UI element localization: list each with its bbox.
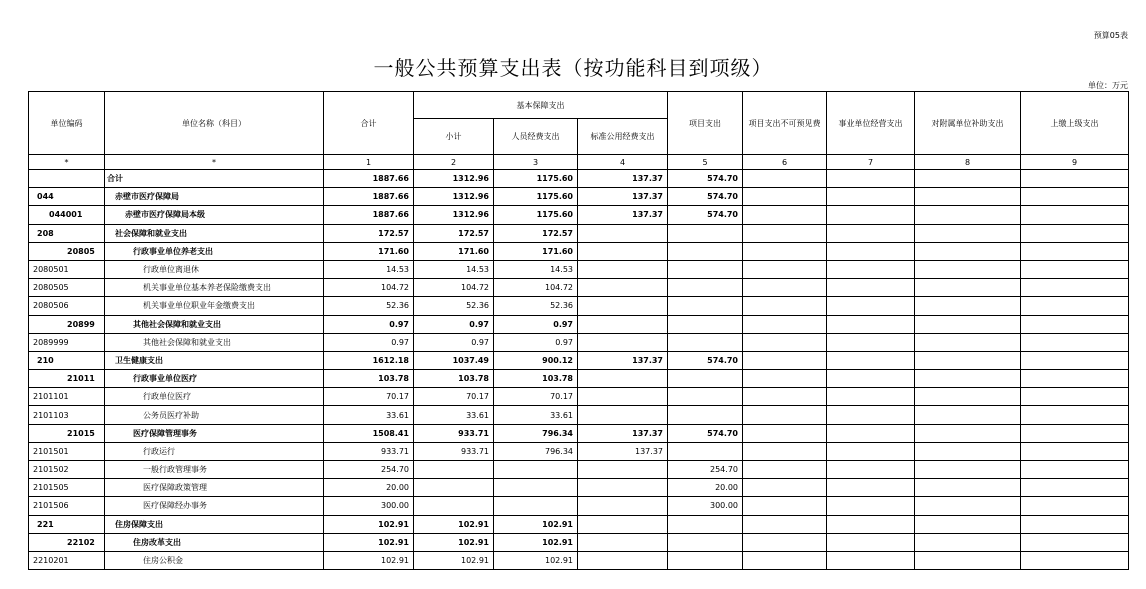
header-project: 项目支出 (668, 92, 743, 155)
cell-name: 行政事业单位养老支出 (105, 242, 324, 260)
cell-subtotal: 103.78 (414, 370, 494, 388)
cell-project (668, 333, 743, 351)
cell-total: 1612.18 (324, 351, 414, 369)
cell-standard: 137.37 (578, 206, 668, 224)
table-row (29, 242, 1129, 260)
document-id: 预算05表 (1093, 31, 1128, 40)
cell-empty (915, 406, 1021, 424)
cell-empty (827, 442, 915, 460)
cell-standard (578, 479, 668, 497)
cell-name: 卫生健康支出 (105, 351, 324, 369)
cell-code: 210 (29, 351, 105, 369)
cell-empty (827, 424, 915, 442)
cell-code: 2101501 (29, 442, 105, 460)
cell-empty (915, 188, 1021, 206)
index-cell: 5 (668, 155, 743, 170)
cell-standard (578, 461, 668, 479)
cell-name: 合计 (105, 170, 324, 188)
cell-empty (827, 370, 915, 388)
table-row (29, 533, 1129, 551)
cell-project (668, 260, 743, 278)
cell-subtotal: 70.17 (414, 388, 494, 406)
table-row (29, 461, 1129, 479)
cell-standard: 137.37 (578, 351, 668, 369)
cell-total: 254.70 (324, 461, 414, 479)
cell-empty (1021, 351, 1129, 369)
cell-empty (743, 170, 827, 188)
cell-name: 医疗保障管理事务 (105, 424, 324, 442)
page-title: 一般公共预算支出表（按功能科目到项级） (373, 56, 773, 80)
cell-empty (743, 315, 827, 333)
cell-code: 2080506 (29, 297, 105, 315)
cell-empty (827, 497, 915, 515)
table-row (29, 224, 1129, 242)
cell-code: 2101101 (29, 388, 105, 406)
cell-total: 103.78 (324, 370, 414, 388)
table-row (29, 551, 1129, 569)
cell-name: 机关事业单位基本养老保险缴费支出 (105, 279, 324, 297)
cell-name: 住房保障支出 (105, 515, 324, 533)
cell-empty (915, 279, 1021, 297)
cell-total: 102.91 (324, 533, 414, 551)
cell-empty (915, 170, 1021, 188)
cell-empty (915, 442, 1021, 460)
cell-empty (743, 551, 827, 569)
header-unit-code: 单位编码 (29, 92, 105, 155)
cell-project: 574.70 (668, 188, 743, 206)
cell-project (668, 279, 743, 297)
header-subsidy: 对附属单位补助支出 (915, 92, 1021, 155)
cell-subtotal: 1312.96 (414, 188, 494, 206)
cell-standard (578, 551, 668, 569)
cell-project: 254.70 (668, 461, 743, 479)
cell-empty (1021, 406, 1129, 424)
cell-name: 赤壁市医疗保障局 (105, 188, 324, 206)
cell-personnel: 14.53 (494, 260, 578, 278)
table-row (29, 206, 1129, 224)
cell-code: 2101505 (29, 479, 105, 497)
cell-empty (915, 551, 1021, 569)
cell-total: 171.60 (324, 242, 414, 260)
cell-total: 1887.66 (324, 188, 414, 206)
table-row (29, 442, 1129, 460)
cell-project: 574.70 (668, 170, 743, 188)
cell-empty (915, 424, 1021, 442)
cell-empty (915, 333, 1021, 351)
cell-code: 208 (29, 224, 105, 242)
cell-empty (915, 461, 1021, 479)
cell-code: 20899 (29, 315, 105, 333)
cell-empty (743, 442, 827, 460)
index-cell: 4 (578, 155, 668, 170)
cell-empty (743, 370, 827, 388)
cell-project: 574.70 (668, 424, 743, 442)
cell-personnel: 172.57 (494, 224, 578, 242)
table-row (29, 351, 1129, 369)
cell-project (668, 406, 743, 424)
cell-total: 14.53 (324, 260, 414, 278)
index-cell: * (105, 155, 324, 170)
cell-standard (578, 533, 668, 551)
cell-empty (1021, 279, 1129, 297)
unit-label: 单位：万元 (1088, 81, 1128, 90)
cell-total: 20.00 (324, 479, 414, 497)
cell-empty (1021, 424, 1129, 442)
cell-code: 2101506 (29, 497, 105, 515)
cell-name: 其他社会保障和就业支出 (105, 315, 324, 333)
cell-total: 1508.41 (324, 424, 414, 442)
cell-empty (743, 515, 827, 533)
cell-code: 2101502 (29, 461, 105, 479)
cell-code: 2080505 (29, 279, 105, 297)
cell-standard (578, 406, 668, 424)
table-row (29, 479, 1129, 497)
cell-subtotal (414, 497, 494, 515)
cell-total: 70.17 (324, 388, 414, 406)
table-row (29, 279, 1129, 297)
cell-empty (1021, 297, 1129, 315)
cell-empty (915, 370, 1021, 388)
cell-subtotal: 933.71 (414, 442, 494, 460)
cell-empty (827, 333, 915, 351)
cell-project (668, 242, 743, 260)
cell-subtotal: 0.97 (414, 315, 494, 333)
cell-subtotal: 1037.49 (414, 351, 494, 369)
cell-project: 20.00 (668, 479, 743, 497)
index-cell: 2 (414, 155, 494, 170)
cell-empty (827, 297, 915, 315)
cell-empty (743, 406, 827, 424)
cell-subtotal: 172.57 (414, 224, 494, 242)
cell-empty (743, 279, 827, 297)
cell-subtotal: 102.91 (414, 533, 494, 551)
cell-subtotal: 0.97 (414, 333, 494, 351)
cell-code: 20805 (29, 242, 105, 260)
cell-empty (827, 279, 915, 297)
cell-empty (915, 297, 1021, 315)
cell-empty (915, 315, 1021, 333)
cell-standard (578, 224, 668, 242)
cell-total: 52.36 (324, 297, 414, 315)
cell-empty (743, 497, 827, 515)
cell-personnel: 102.91 (494, 533, 578, 551)
header-unit-name: 单位名称（科目） (105, 92, 324, 155)
cell-standard: 137.37 (578, 424, 668, 442)
cell-code: 22102 (29, 533, 105, 551)
cell-total: 172.57 (324, 224, 414, 242)
cell-personnel: 52.36 (494, 297, 578, 315)
cell-personnel: 1175.60 (494, 206, 578, 224)
header-total: 合计 (324, 92, 414, 155)
cell-project (668, 533, 743, 551)
index-cell: 1 (324, 155, 414, 170)
cell-code (29, 170, 105, 188)
cell-total: 102.91 (324, 515, 414, 533)
cell-empty (827, 388, 915, 406)
cell-code: 21015 (29, 424, 105, 442)
cell-empty (1021, 479, 1129, 497)
cell-name: 行政单位医疗 (105, 388, 324, 406)
cell-subtotal: 52.36 (414, 297, 494, 315)
cell-total: 1887.66 (324, 206, 414, 224)
cell-empty (827, 479, 915, 497)
cell-empty (827, 224, 915, 242)
cell-project: 300.00 (668, 497, 743, 515)
cell-name: 医疗保障政策管理 (105, 479, 324, 497)
cell-empty (1021, 497, 1129, 515)
cell-empty (827, 242, 915, 260)
cell-subtotal (414, 461, 494, 479)
cell-personnel: 900.12 (494, 351, 578, 369)
cell-project: 574.70 (668, 206, 743, 224)
cell-name: 行政运行 (105, 442, 324, 460)
cell-empty (915, 515, 1021, 533)
cell-personnel: 102.91 (494, 515, 578, 533)
cell-empty (1021, 260, 1129, 278)
cell-empty (1021, 370, 1129, 388)
cell-empty (1021, 533, 1129, 551)
cell-standard: 137.37 (578, 170, 668, 188)
cell-empty (827, 188, 915, 206)
cell-empty (915, 351, 1021, 369)
cell-code: 2089999 (29, 333, 105, 351)
cell-total: 933.71 (324, 442, 414, 460)
cell-empty (827, 551, 915, 569)
cell-total: 33.61 (324, 406, 414, 424)
cell-standard: 137.37 (578, 188, 668, 206)
cell-personnel: 1175.60 (494, 170, 578, 188)
cell-empty (743, 479, 827, 497)
cell-subtotal: 104.72 (414, 279, 494, 297)
cell-name: 住房公积金 (105, 551, 324, 569)
cell-empty (743, 224, 827, 242)
cell-empty (827, 351, 915, 369)
cell-code: 2210201 (29, 551, 105, 569)
header-upper: 上缴上级支出 (1021, 92, 1129, 155)
cell-standard (578, 279, 668, 297)
cell-personnel: 796.34 (494, 424, 578, 442)
cell-empty (1021, 515, 1129, 533)
cell-personnel: 70.17 (494, 388, 578, 406)
header-unforeseen: 项目支出不可预见费 (743, 92, 827, 155)
cell-name: 住房改革支出 (105, 533, 324, 551)
cell-standard (578, 515, 668, 533)
cell-empty (1021, 388, 1129, 406)
cell-subtotal: 933.71 (414, 424, 494, 442)
cell-standard (578, 370, 668, 388)
cell-empty (1021, 461, 1129, 479)
header-subtotal: 小计 (414, 119, 494, 155)
cell-subtotal: 14.53 (414, 260, 494, 278)
cell-empty (743, 206, 827, 224)
table-row (29, 424, 1129, 442)
budget-table (28, 91, 1129, 570)
cell-total: 104.72 (324, 279, 414, 297)
table-row (29, 370, 1129, 388)
cell-empty (1021, 551, 1129, 569)
header-personnel: 人员经费支出 (494, 119, 578, 155)
cell-empty (1021, 442, 1129, 460)
cell-empty (915, 479, 1021, 497)
table-row (29, 170, 1129, 188)
cell-code: 2101103 (29, 406, 105, 424)
cell-standard (578, 260, 668, 278)
cell-empty (827, 206, 915, 224)
cell-name: 赤壁市医疗保障局本级 (105, 206, 324, 224)
cell-empty (743, 333, 827, 351)
index-cell: 9 (1021, 155, 1129, 170)
table-row (29, 497, 1129, 515)
cell-personnel: 171.60 (494, 242, 578, 260)
cell-empty (1021, 170, 1129, 188)
cell-subtotal: 171.60 (414, 242, 494, 260)
cell-name: 行政单位离退休 (105, 260, 324, 278)
cell-empty (743, 388, 827, 406)
cell-empty (743, 424, 827, 442)
cell-empty (743, 461, 827, 479)
cell-empty (1021, 224, 1129, 242)
cell-project: 574.70 (668, 351, 743, 369)
table-row (29, 388, 1129, 406)
cell-personnel (494, 479, 578, 497)
cell-name: 医疗保障经办事务 (105, 497, 324, 515)
table-row (29, 297, 1129, 315)
cell-name: 行政事业单位医疗 (105, 370, 324, 388)
cell-name: 社会保障和就业支出 (105, 224, 324, 242)
cell-subtotal: 1312.96 (414, 170, 494, 188)
index-cell: * (29, 155, 105, 170)
cell-total: 0.97 (324, 333, 414, 351)
cell-personnel (494, 497, 578, 515)
cell-code: 221 (29, 515, 105, 533)
cell-empty (915, 533, 1021, 551)
cell-empty (743, 242, 827, 260)
cell-subtotal: 102.91 (414, 551, 494, 569)
table-row (29, 188, 1129, 206)
cell-project (668, 388, 743, 406)
cell-project (668, 370, 743, 388)
cell-empty (915, 260, 1021, 278)
cell-name: 一般行政管理事务 (105, 461, 324, 479)
cell-standard (578, 297, 668, 315)
cell-empty (827, 515, 915, 533)
table-body (29, 170, 1129, 570)
index-cell: 6 (743, 155, 827, 170)
cell-standard (578, 388, 668, 406)
cell-empty (743, 188, 827, 206)
cell-empty (915, 388, 1021, 406)
cell-personnel: 0.97 (494, 333, 578, 351)
cell-empty (743, 260, 827, 278)
cell-empty (915, 497, 1021, 515)
cell-empty (915, 206, 1021, 224)
cell-empty (827, 260, 915, 278)
cell-empty (1021, 206, 1129, 224)
index-cell: 3 (494, 155, 578, 170)
cell-code: 2080501 (29, 260, 105, 278)
cell-standard: 137.37 (578, 442, 668, 460)
cell-empty (1021, 315, 1129, 333)
cell-standard (578, 497, 668, 515)
cell-name: 公务员医疗补助 (105, 406, 324, 424)
cell-code: 044 (29, 188, 105, 206)
cell-standard (578, 242, 668, 260)
header-business: 事业单位经营支出 (827, 92, 915, 155)
cell-empty (827, 315, 915, 333)
cell-personnel: 102.91 (494, 551, 578, 569)
cell-empty (743, 297, 827, 315)
cell-standard (578, 333, 668, 351)
cell-personnel (494, 461, 578, 479)
cell-empty (915, 242, 1021, 260)
table-row (29, 260, 1129, 278)
cell-personnel: 0.97 (494, 315, 578, 333)
table-row (29, 315, 1129, 333)
cell-empty (1021, 242, 1129, 260)
cell-empty (915, 224, 1021, 242)
cell-subtotal (414, 479, 494, 497)
cell-name: 机关事业单位职业年金缴费支出 (105, 297, 324, 315)
cell-code: 044001 (29, 206, 105, 224)
cell-empty (1021, 333, 1129, 351)
cell-project (668, 297, 743, 315)
table-row (29, 406, 1129, 424)
header-basic: 基本保障支出 (414, 92, 668, 119)
cell-empty (827, 461, 915, 479)
cell-total: 300.00 (324, 497, 414, 515)
cell-empty (743, 351, 827, 369)
cell-subtotal: 1312.96 (414, 206, 494, 224)
cell-project (668, 551, 743, 569)
cell-standard (578, 315, 668, 333)
table-row (29, 333, 1129, 351)
cell-name: 其他社会保障和就业支出 (105, 333, 324, 351)
index-cell: 8 (915, 155, 1021, 170)
index-cell: 7 (827, 155, 915, 170)
header-standard-public: 标准公用经费支出 (578, 119, 668, 155)
table-row (29, 515, 1129, 533)
cell-personnel: 1175.60 (494, 188, 578, 206)
cell-subtotal: 33.61 (414, 406, 494, 424)
index-row (29, 155, 1129, 170)
cell-personnel: 103.78 (494, 370, 578, 388)
cell-empty (827, 406, 915, 424)
cell-empty (827, 533, 915, 551)
cell-empty (743, 533, 827, 551)
cell-total: 102.91 (324, 551, 414, 569)
cell-total: 1887.66 (324, 170, 414, 188)
cell-project (668, 224, 743, 242)
cell-project (668, 442, 743, 460)
cell-empty (827, 170, 915, 188)
cell-subtotal: 102.91 (414, 515, 494, 533)
cell-project (668, 515, 743, 533)
cell-code: 21011 (29, 370, 105, 388)
cell-empty (1021, 188, 1129, 206)
cell-personnel: 104.72 (494, 279, 578, 297)
cell-project (668, 315, 743, 333)
cell-personnel: 796.34 (494, 442, 578, 460)
cell-personnel: 33.61 (494, 406, 578, 424)
cell-total: 0.97 (324, 315, 414, 333)
